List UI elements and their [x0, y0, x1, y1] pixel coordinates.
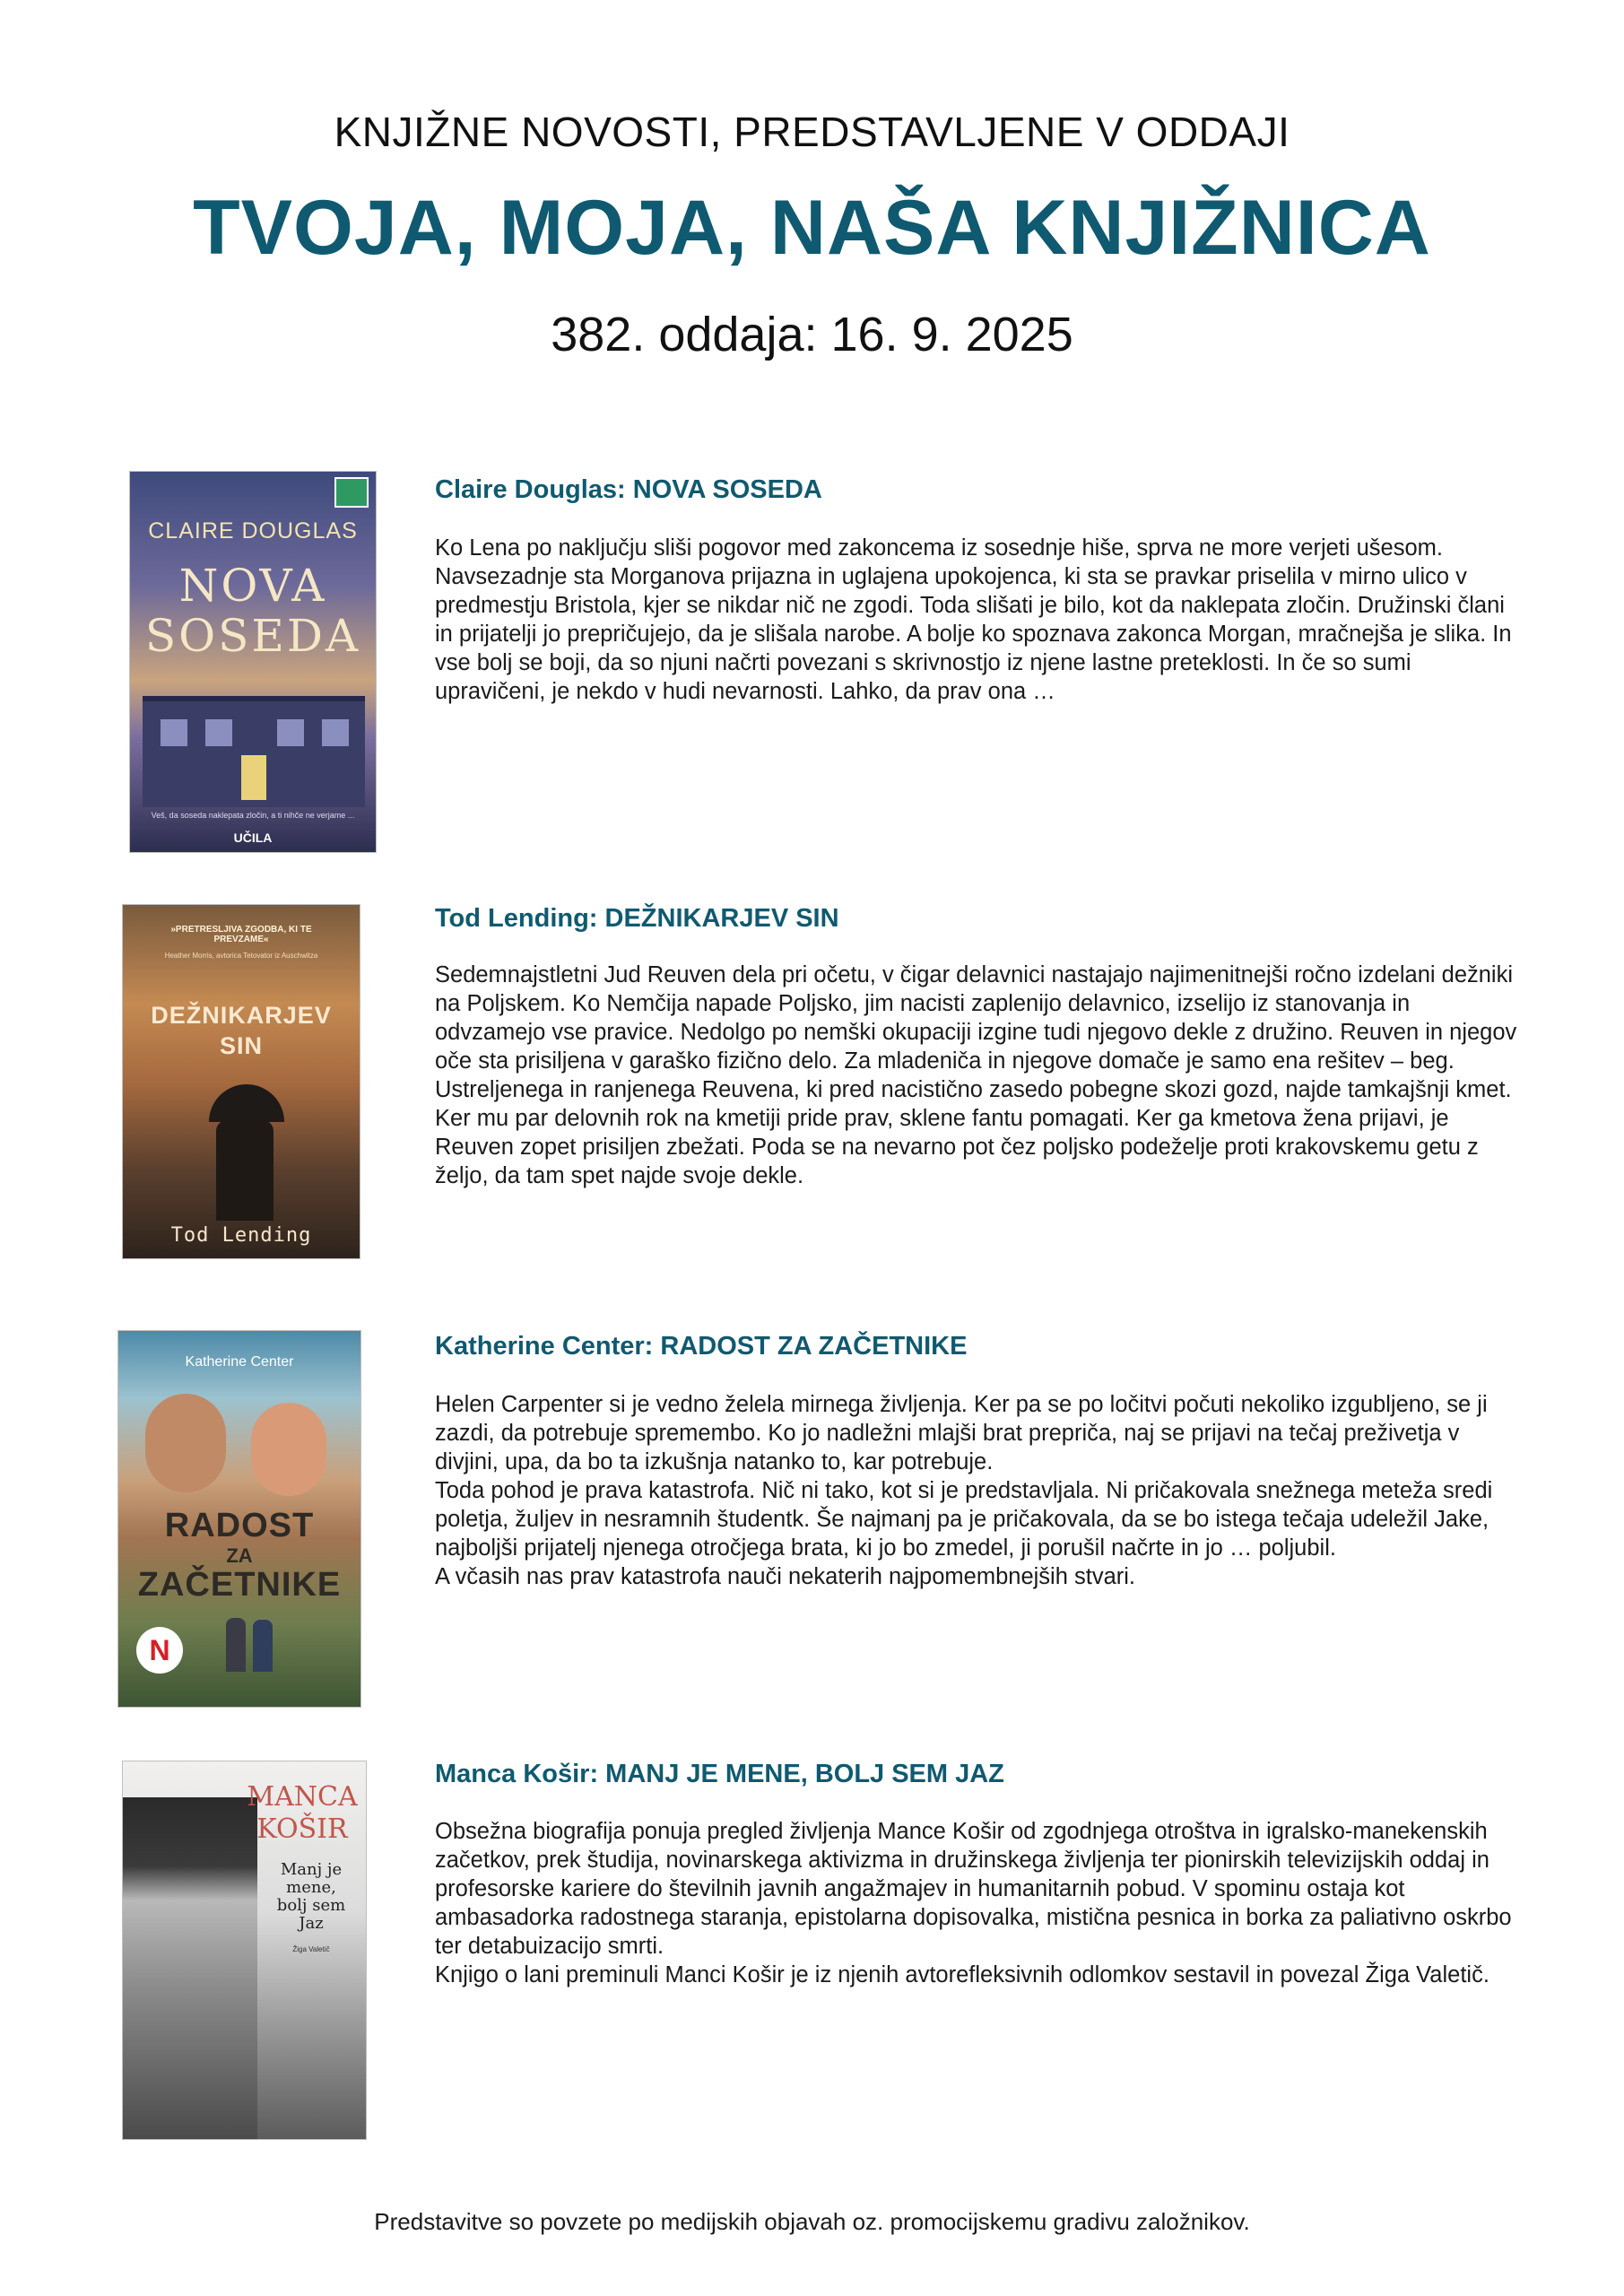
- cover-author: CLAIRE DOUGLAS: [148, 518, 358, 544]
- book-cover-1: [129, 471, 377, 853]
- issue-date: 382. oddaja: 16. 9. 2025: [551, 308, 1073, 361]
- footer-note: Predstavitve so povzete po medijskih objavah oz. promocijskemu gradivu založnikov.: [374, 2208, 1250, 2235]
- cover-title-line1: DEŽNIKARJEV: [151, 1002, 332, 1029]
- umbrella-icon: [209, 1084, 284, 1122]
- author-line-1: MANCA: [247, 1781, 358, 1813]
- cover-title-line2: SOSEDA: [144, 610, 361, 662]
- book-description-1: [435, 534, 1524, 706]
- cover-title-line2: mene,: [286, 1878, 336, 1897]
- description-paragraph: Toda pohod je prava katastrofa. Nič ni tako, kot si je predstavljala. Ni pričakovala snežnega meteža sredi poletja, žuljev in nesramnih študentk. Še najmanj pa je pričakovala, da se bo istega tečaja udeležil Jake, najboljši prijatelj njenega otročjega brata, ki jo bo zmedel, ji porušil načrte in jo … poljubil.: [435, 1478, 1493, 1561]
- badge-letter: N: [149, 1634, 170, 1666]
- cover-photo-faces: [251, 1403, 326, 1496]
- book-heading-3: Katherine Center: RADOST ZA ZAČETNIKE: [435, 1332, 968, 1361]
- cover-quote-source: Heather Morris, avtorica Tetovator iz Auschwitza: [164, 952, 318, 960]
- description-paragraph: Knjigo o lani preminuli Manci Košir je iz njenih avtorefleksivnih odlomkov sestavil in povezal Žiga Valetič.: [435, 1962, 1489, 1987]
- cover-title-line1: Manj je: [280, 1860, 343, 1879]
- book-description-2: [435, 961, 1524, 1190]
- description-paragraph: Obsežna biografija ponuja pregled življenja Mance Košir od zgodnjega otroštva in igralsko-manekenskih začetkov, prek študija, novinarskega aktivizma in družinskega življenja ter pionirskih televizijskih oddaj in profesorske kariere do številnih javnih angažmajev in humanitarnih pobud. V spominu ostaja kot ambasadorka radostnega staranja, epistolarna dopisovalka, mistična pesnica in borka za paliativno oskrbo ter detabuizacijo smrti.: [435, 1819, 1512, 1959]
- description-paragraph: Ko Lena po naključju sliši pogovor med zakoncema iz sosednje hiše, sprva ne more verjeti ušesom.: [435, 535, 1443, 561]
- cover-portrait-photo: [123, 1797, 257, 2140]
- netflix-badge-icon: [136, 1627, 183, 1674]
- cover-publisher: UČILA: [233, 831, 273, 845]
- cover-author: Tod Lending: [170, 1224, 312, 1247]
- cover-quote: »PRETRESLJIVA ZGODBA, KI TE PREVZAME«: [170, 925, 312, 944]
- page-title: TVOJA, MOJA, NAŠA KNJIŽNICA: [193, 185, 1431, 271]
- cover-editor: Žiga Valetič: [292, 1945, 330, 1953]
- cover-title-line2: SIN: [219, 1032, 263, 1059]
- book-cover-3: [117, 1330, 361, 1708]
- cover-title-line2: ZA: [226, 1544, 253, 1567]
- hikers-illustration: [253, 1620, 273, 1672]
- description-paragraph: Helen Carpenter si je vedno želela mirnega življenja. Ker pa se po ločitvi počuti nekoliko izgubljeno, se ji zazdi, da potrebuje spremembo. Ko jo nadležni mlajši brat prepriča, naj se prijavi na tečaj preživetja v divjini, upa, da bo ta izkušnja natanko to, kar potrebuje.: [435, 1392, 1488, 1474]
- header-kicker: KNJIŽNE NOVOSTI, PREDSTAVLJENE V ODDAJI: [334, 109, 1290, 155]
- description-paragraph: Sedemnajstletni Jud Reuven dela pri očetu, v čigar delavnici nastajajo najimenitnejši ročno izdelani dežniki na Poljskem. Ko Nemčija napade Poljsko, jim nacisti zaplenijo delavnico, izselijo iz stanovanja in odvzamejo vse pravice. Nedolgo po nemški okupaciji izgine tudi njegovo dekle z družino. Reuven in njegov oče sta prisiljena v garaško fizično delo. Za mladeniča in njegove domače je samo ena rešitev – beg. Ustreljenega in ranjenega Reuvena, ki pred nacistično zasedo pobegne skozi gozd, najde tamkajšnji kmet. Ker mu par delovnih rok na kmetiji pride prav, sklene fantu pomagati. Ker ga kmetova žena prijavi, je Reuven zopet prisiljen zbežati. Poda se na nevarno pot čez poljsko podeželje proti krakovskemu getu z željo, da tam spet najde svoje dekle.: [435, 962, 1517, 1188]
- book-cover-4: [122, 1761, 367, 2140]
- cover-title-line3: ZAČETNIKE: [137, 1566, 342, 1604]
- description-paragraph: A včasih nas prav katastrofa nauči nekaterih najpomembnejših stvari.: [435, 1564, 1135, 1589]
- book-description-4: [435, 1817, 1524, 1989]
- figures-illustration: [216, 1120, 274, 1221]
- cover-photo-faces: [145, 1394, 226, 1492]
- description-paragraph: Navsezadnje sta Morganova prijazna in uglajena upokojenca, ki sta se pravkar priselila v mirno ulico v predmestju Bristola, kjer se nikdar nič ne zgodi. Toda slišati je bilo, kot da naklepata zločin. Družinski člani in prijatelji jo prepričujejo, da je slišala narobe. A bolje ko spoznava zakonca Morgan, mračnejša je slika. In vse bolj se boji, da so njuni načrti povezani s skrivnostjo iz njene lastne preteklosti. In če so sumi upravičeni, je nekdo v hudi nevarnosti. Lahko, da prav ona …: [435, 564, 1512, 704]
- book-heading-4: Manca Košir: MANJ JE MENE, BOLJ SEM JAZ: [435, 1760, 1004, 1788]
- hikers-illustration: [226, 1618, 246, 1672]
- cover-title-line4: Jaz: [299, 1914, 324, 1933]
- book-description-3: [435, 1390, 1524, 1591]
- author-line-2: KOŠIR: [256, 1813, 348, 1845]
- cover-title-line1: NOVA: [178, 560, 327, 612]
- book-cover-2: [122, 904, 360, 1259]
- cover-title-line1: RADOST: [164, 1507, 315, 1544]
- publisher-logo-icon: [334, 477, 369, 508]
- book-heading-1: Claire Douglas: NOVA SOSEDA: [435, 475, 822, 504]
- cover-title-line3: bolj sem: [276, 1896, 346, 1915]
- cover-tagline: Veš, da soseda naklepata zločin, a ti nihče ne verjame ...: [151, 811, 355, 820]
- book-heading-2: Tod Lending: DEŽNIKARJEV SIN: [435, 904, 839, 933]
- cover-author: Katherine Center: [185, 1354, 294, 1370]
- house-illustration: [143, 696, 365, 807]
